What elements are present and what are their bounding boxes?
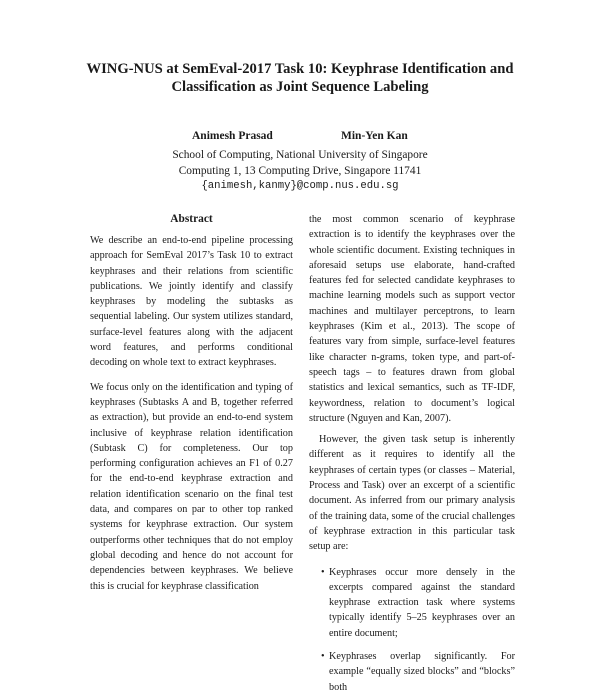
author-name: Min-Yen Kan [341,130,408,142]
address-line: Computing 1, 13 Computing Drive, Singapore 11741 [178,164,422,177]
body-paragraph-1: the most common scenario of keyphrase extraction is to identify the keyphrases over the whole scientific document. Existing techniques in aforesaid setups use elaborate, hand-crafted features fed for selected candidate keyphrases to machine learning models such as support vector machines and multilayer perceptrons, to learn keyphrases (Kim et al., 2013). The scope of features vary from simple, surface-level features like character n-grams, token type, and part-of-speech tags – to features drawn from global statistics and lexical semantics, such as TF-IDF, keywordness, relation to document’s logical structure (Nguyen and Kan, 2007). [309,214,515,424]
bullet-icon: • [321,651,325,663]
list-item [309,649,515,695]
abstract-heading: Abstract [170,213,213,225]
bullet-icon: • [321,566,325,578]
title-line-2: Classification as Joint Sequence Labeling [171,79,429,95]
list-item [309,565,515,641]
list-item-text: Keyphrases occur more densely in the excerpts compared against the standard keyphrase extraction task where systems typically identify 5–25 keyphrases over an entire document; [329,566,515,639]
right-column [309,212,515,695]
body-paragraph-2: However, the given task setup is inherently different as it requires to identify all the keyphrases of certain types (or classes – Material, Process and Task) over an excerpt of a scientific document. As inferred from our primary analysis of the training data, some of the crucial challenges of keyphrase extraction in this particular task setup are: [309,434,515,553]
list-item-text: Keyphrases overlap significantly. For example “equally sized blocks” and “blocks” both [329,651,515,693]
abstract-paragraph-1: We describe an end-to-end pipeline processing approach for SemEval 2017’s Task 10 to extract keyphrases and their relations from scientific publications. We jointly identify and classify keyphrases by modeling the subtasks as sequential labeling. Our system utilizes standard, surface-level features along with the adjacent word features, and performs conditional decoding on whole text to extract keyphrases. [90,235,293,369]
abstract-paragraph-2: We focus only on the identification and typing of keyphrases (Subtasks A and B, together referred as extraction), but provide an end-to-end system inclusive of keyphrase relation identification (Subtask C) for completeness. Our top performing configuration achieves an F1 of 0.27 for the end-to-end keyphrase extraction and relation identification scenario on the final test data, and compares on par to other top ranked systems for keyphrase extraction. Our system outperforms other techniques that do not employ global decoding and hence do not account for dependencies between keyphrases. We believe this is crucial for keyphrase classification [90,381,293,592]
challenge-list [309,565,515,695]
left-column [90,212,293,594]
author-name: Animesh Prasad [192,130,273,142]
affiliation-block [100,133,500,195]
affiliation-line: School of Computing, National University of Singapore [172,149,428,161]
title-line-1: WING-NUS at SemEval-2017 Task 10: Keyphrase Identification and [86,61,514,77]
author-email: {animesh,kanmy}@comp.nus.edu.sg [201,180,399,192]
paper-title [60,60,540,96]
